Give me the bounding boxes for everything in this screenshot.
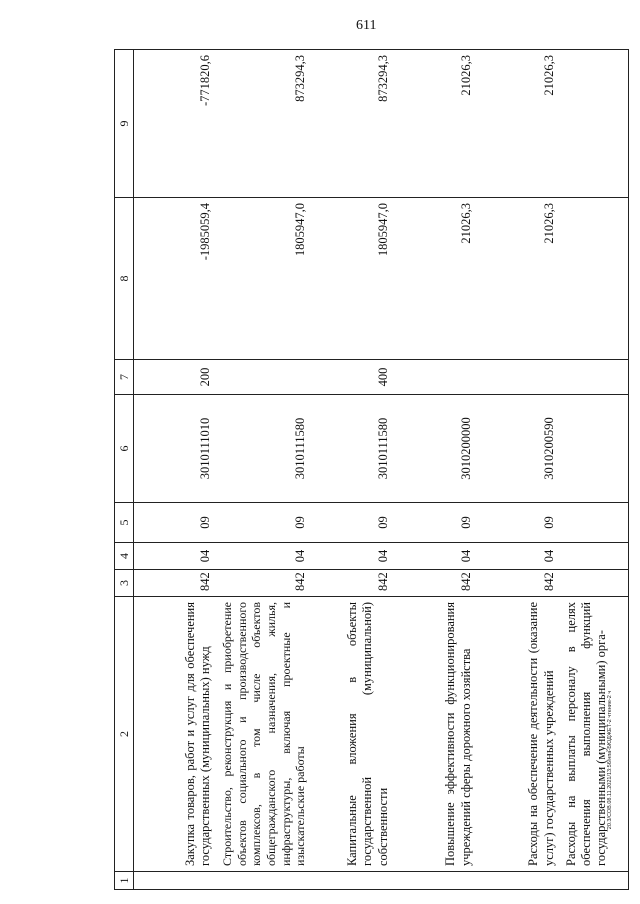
table-row	[395, 50, 478, 890]
cell-target-code: 3010111580	[312, 395, 395, 503]
cell-subsection: 09	[134, 503, 218, 543]
table-row	[217, 50, 312, 890]
cell-number	[312, 872, 395, 890]
table-row	[561, 50, 629, 890]
cell-expense-type	[478, 360, 561, 395]
cell-ministry-code: 842	[217, 570, 312, 597]
cell-section: 04	[217, 543, 312, 570]
column-number: 7	[115, 360, 134, 395]
cell-subsection	[561, 503, 629, 543]
cell-amount-2: 21026,3	[395, 50, 478, 198]
cell-ministry-code: 842	[395, 570, 478, 597]
cell-subsection: 09	[217, 503, 312, 543]
cell-subsection: 09	[312, 503, 395, 543]
cell-target-code: 3010200000	[395, 395, 478, 503]
cell-section: 04	[395, 543, 478, 570]
cell-amount-2: 873294,3	[312, 50, 395, 198]
column-number: 6	[115, 395, 134, 503]
cell-amount-1: 1805947,0	[217, 198, 312, 360]
cell-number	[217, 872, 312, 890]
cell-number	[478, 872, 561, 890]
cell-ministry-code	[561, 570, 629, 597]
column-number: 4	[115, 543, 134, 570]
column-number: 1	[115, 872, 134, 890]
cell-section	[561, 543, 629, 570]
column-number: 9	[115, 50, 134, 198]
cell-description: Закупка товаров, работ и услуг для обеспечения государственных (муниципальных) нужд	[134, 597, 218, 872]
column-number: 3	[115, 570, 134, 597]
cell-target-code: 3010111010	[134, 395, 218, 503]
cell-amount-2: 21026,3	[478, 50, 561, 198]
cell-ministry-code: 842	[478, 570, 561, 597]
cell-number	[395, 872, 478, 890]
cell-expense-type	[561, 360, 629, 395]
cell-number	[561, 872, 629, 890]
cell-description: Повышение эффективности функционирования учреждений сферы дорожного хозяйства	[395, 597, 478, 872]
budget-table-rotated	[114, 50, 609, 890]
cell-target-code: 3010200590	[478, 395, 561, 503]
cell-amount-2	[561, 50, 629, 198]
table-row	[478, 50, 561, 890]
column-number: 2	[115, 597, 134, 872]
cell-amount-1: -1985059,4	[134, 198, 218, 360]
page-number: 611	[356, 18, 377, 33]
cell-description: Строительство, реконструкция и приобретение объектов социального и производственного комплексов, в том числе объектов общегражданского назначения, жилья, инфраструктуры, включая проектные и изыскательские работы	[217, 597, 312, 872]
cell-subsection: 09	[478, 503, 561, 543]
column-number: 8	[115, 198, 134, 360]
table-row	[312, 50, 395, 890]
cell-expense-type: 400	[312, 360, 395, 395]
cell-description: Расходы на выплаты персоналу в целях обеспечения выполнения функций государственными (муниципальными) орга-	[561, 597, 629, 872]
cell-section: 04	[478, 543, 561, 570]
column-number-row	[115, 50, 134, 890]
budget-table	[114, 49, 629, 890]
print-stamp-text: 20.3/СОВ.08.11.2021/13:56/нпа-БЮДЖЕТ-2 чтение-2 ч	[607, 690, 613, 830]
cell-amount-1: 21026,3	[395, 198, 478, 360]
cell-expense-type	[395, 360, 478, 395]
cell-expense-type	[217, 360, 312, 395]
cell-target-code: 3010111580	[217, 395, 312, 503]
cell-amount-1: 1805947,0	[312, 198, 395, 360]
cell-description: Капитальные вложения в объекты государственной (муниципальной) собственности	[312, 597, 395, 872]
cell-amount-2: 873294,3	[217, 50, 312, 198]
cell-description: Расходы на обеспечение деятельности (оказание услуг) государственных учреждений	[478, 597, 561, 872]
cell-amount-1: 21026,3	[478, 198, 561, 360]
cell-section: 04	[134, 543, 218, 570]
cell-subsection: 09	[395, 503, 478, 543]
cell-ministry-code: 842	[134, 570, 218, 597]
cell-section: 04	[312, 543, 395, 570]
cell-target-code	[561, 395, 629, 503]
cell-number	[134, 872, 218, 890]
cell-amount-2: -771820,6	[134, 50, 218, 198]
column-number: 5	[115, 503, 134, 543]
cell-amount-1	[561, 198, 629, 360]
cell-ministry-code: 842	[312, 570, 395, 597]
table-row	[134, 50, 218, 890]
cell-expense-type: 200	[134, 360, 218, 395]
